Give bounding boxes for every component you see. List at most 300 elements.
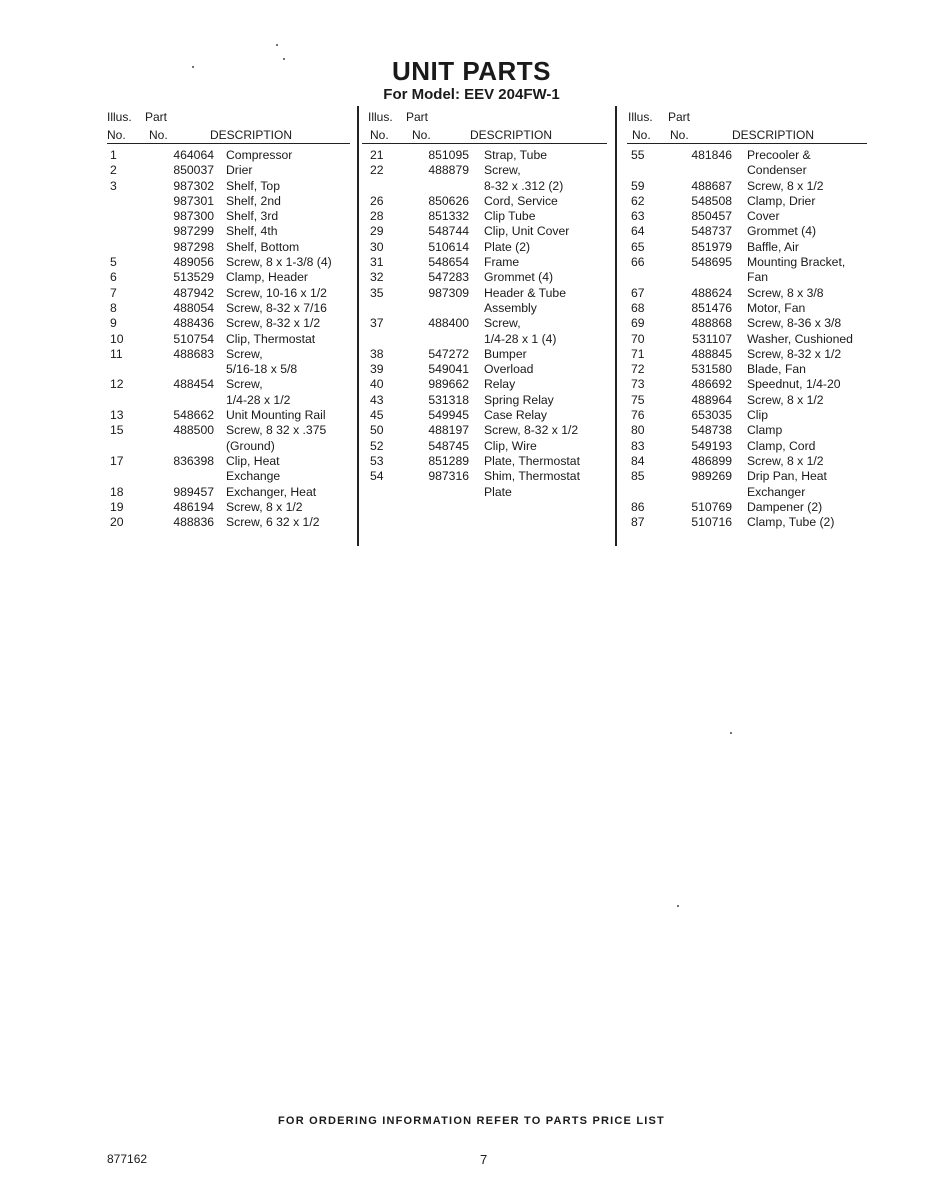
part-number: 548662 <box>173 408 214 423</box>
table-row <box>370 148 610 163</box>
part-number: 987300 <box>173 209 214 224</box>
part-description: Screw, 8 x 1-3/8 (4) <box>226 255 332 270</box>
part-description: Plate <box>484 484 512 499</box>
header-part: Part <box>406 110 429 124</box>
illus-number: 86 <box>631 499 645 514</box>
part-description: 8-32 x .312 (2) <box>484 178 564 193</box>
illus-number: 70 <box>631 331 645 346</box>
table-row <box>631 515 876 530</box>
part-number: 851289 <box>428 453 469 468</box>
part-description: Screw, <box>226 346 263 361</box>
part-description: Clip, Thermostat <box>226 331 316 346</box>
table-row <box>370 347 610 362</box>
illus-number: 10 <box>110 331 124 346</box>
table-row <box>631 362 876 377</box>
part-description: Exchange <box>226 469 281 484</box>
illus-number: 71 <box>631 346 645 361</box>
parts-list-column-3 <box>631 148 876 530</box>
table-row <box>110 347 350 362</box>
table-row <box>110 439 350 454</box>
part-description: Screw, <box>226 377 263 392</box>
part-description: Grommet (4) <box>484 270 554 285</box>
table-row <box>110 377 350 392</box>
part-number: 836398 <box>173 453 214 468</box>
table-row <box>631 148 876 163</box>
part-number: 488436 <box>173 316 214 331</box>
table-row <box>631 423 876 438</box>
table-row <box>370 286 610 301</box>
parts-list-column-1 <box>110 148 350 530</box>
part-description: Screw, 8 x 1/2 <box>226 499 303 514</box>
part-description: 5/16-18 x 5/8 <box>226 362 298 377</box>
part-description: Strap, Tube <box>484 148 548 162</box>
part-description: Fan <box>747 270 769 285</box>
part-number: 989662 <box>428 377 469 392</box>
part-description: Screw, <box>484 163 521 178</box>
part-number: 989269 <box>691 469 732 484</box>
part-number: 531318 <box>428 392 469 407</box>
header-description: DESCRIPTION <box>732 128 815 142</box>
table-row <box>370 439 610 454</box>
part-number: 488964 <box>691 392 732 407</box>
column-divider <box>615 106 617 546</box>
table-row <box>110 485 350 500</box>
part-description: Drier <box>226 163 253 178</box>
table-row <box>110 209 350 224</box>
table-row <box>631 270 876 285</box>
header-part-no: No. <box>670 128 689 142</box>
part-number: 488500 <box>173 423 214 438</box>
illus-number: 64 <box>631 224 645 239</box>
table-row <box>370 270 610 285</box>
part-number: 488868 <box>691 316 732 331</box>
table-row <box>631 224 876 239</box>
column-header <box>628 110 873 144</box>
illus-number: 63 <box>631 209 645 224</box>
table-row <box>110 301 350 316</box>
part-number: 549041 <box>428 362 469 377</box>
table-row <box>370 255 610 270</box>
part-number: 987302 <box>173 178 214 193</box>
table-row <box>370 362 610 377</box>
part-number: 487942 <box>173 285 214 300</box>
part-number: 851332 <box>428 209 469 224</box>
table-row <box>110 179 350 194</box>
part-number: 488624 <box>691 285 732 300</box>
part-description: Screw, 8-32 x 1/2 <box>226 316 321 331</box>
page-title: UNIT PARTS <box>391 56 552 86</box>
header-rule <box>362 143 607 144</box>
table-row <box>370 316 610 331</box>
table-row <box>631 301 876 316</box>
illus-number: 13 <box>110 408 124 423</box>
header-part: Part <box>145 110 168 124</box>
part-description: Clip, Unit Cover <box>484 224 570 239</box>
table-row <box>370 454 610 469</box>
illus-number: 50 <box>370 423 384 438</box>
part-description: Screw, 8 32 x .375 <box>226 423 327 438</box>
part-number: 486692 <box>691 377 732 392</box>
part-number: 987316 <box>428 469 469 484</box>
part-number: 548508 <box>691 193 732 208</box>
illus-number: 18 <box>110 484 124 499</box>
part-number: 531107 <box>692 331 732 346</box>
table-row <box>370 194 610 209</box>
part-description: Clip, Wire <box>484 438 537 453</box>
part-description: Shelf, 2nd <box>226 193 281 208</box>
parts-list-column-2 <box>370 148 610 500</box>
table-row <box>631 485 876 500</box>
illus-number: 31 <box>370 255 384 270</box>
part-description: (Ground) <box>226 438 275 453</box>
header-illus: Illus. <box>107 110 132 124</box>
part-description: Shelf, Bottom <box>226 239 300 254</box>
part-number: 488400 <box>428 316 469 331</box>
illus-number: 73 <box>631 377 645 392</box>
table-row <box>631 255 876 270</box>
part-number: 989457 <box>173 484 214 499</box>
part-description: Clip Tube <box>484 209 536 224</box>
illus-number: 26 <box>370 193 384 208</box>
illus-number: 37 <box>370 316 384 331</box>
part-description: Shim, Thermostat <box>484 469 580 484</box>
table-row <box>631 332 876 347</box>
table-row <box>110 332 350 347</box>
table-row <box>370 224 610 239</box>
illus-number: 84 <box>631 453 645 468</box>
illus-number: 38 <box>370 346 384 361</box>
part-number: 549945 <box>428 408 469 423</box>
table-row <box>631 454 876 469</box>
illus-number: 35 <box>370 285 384 300</box>
illus-number: 29 <box>370 224 384 239</box>
part-description: Exchanger, Heat <box>226 484 317 499</box>
table-row <box>110 393 350 408</box>
column-divider <box>357 106 359 546</box>
header-part-no: No. <box>412 128 431 142</box>
part-description: Screw, 8 x 1/2 <box>747 178 824 193</box>
part-number: 489056 <box>173 255 214 270</box>
part-description: Overload <box>484 362 534 377</box>
table-row <box>110 270 350 285</box>
illus-number: 15 <box>110 423 124 438</box>
illus-number: 20 <box>110 515 124 530</box>
illus-number: 17 <box>110 453 124 468</box>
header-rule <box>627 143 867 144</box>
table-row <box>631 209 876 224</box>
model-subtitle: For Model: EEV 204FW-1 <box>383 86 560 103</box>
table-row <box>110 240 350 255</box>
illus-number: 2 <box>110 163 117 178</box>
speck <box>730 732 732 734</box>
illus-number: 28 <box>370 209 384 224</box>
part-number: 488687 <box>691 178 732 193</box>
part-description: Screw, 8-36 x 3/8 <box>747 316 842 331</box>
illus-number: 6 <box>110 270 117 285</box>
part-description: Clamp <box>747 423 783 438</box>
table-row <box>631 408 876 423</box>
illus-number: 12 <box>110 377 124 392</box>
illus-number: 7 <box>110 285 117 300</box>
table-row <box>110 224 350 239</box>
illus-number: 54 <box>370 469 384 484</box>
illus-number: 21 <box>370 148 384 162</box>
part-description: Exchanger <box>747 484 806 499</box>
speck <box>677 905 679 907</box>
illus-number: 87 <box>631 515 645 530</box>
table-row <box>631 500 876 515</box>
table-row <box>631 316 876 331</box>
part-number: 987298 <box>173 239 214 254</box>
table-row <box>110 408 350 423</box>
table-row <box>370 393 610 408</box>
part-description: Baffle, Air <box>747 239 799 254</box>
part-description: Shelf, 3rd <box>226 209 279 224</box>
illus-number: 76 <box>631 408 645 423</box>
illus-number: 66 <box>631 255 645 270</box>
table-row <box>110 500 350 515</box>
ordering-note: FOR ORDERING INFORMATION REFER TO PARTS PRICE LIST <box>278 1115 665 1127</box>
part-number: 488836 <box>173 515 214 530</box>
part-description: Clamp, Drier <box>747 193 816 208</box>
illus-number: 19 <box>110 499 124 514</box>
illus-number: 83 <box>631 438 645 453</box>
part-description: Clamp, Header <box>226 270 308 285</box>
part-number: 486194 <box>173 499 214 514</box>
part-description: Cord, Service <box>484 193 558 208</box>
table-row <box>110 148 350 163</box>
illus-number: 11 <box>110 346 123 361</box>
part-number: 850457 <box>691 209 732 224</box>
table-row <box>110 163 350 178</box>
part-number: 510614 <box>428 239 469 254</box>
part-description: Screw, 8-32 x 7/16 <box>226 300 327 315</box>
part-description: Shelf, 4th <box>226 224 278 239</box>
header-description: DESCRIPTION <box>210 128 293 142</box>
illus-number: 5 <box>110 255 117 270</box>
header-description: DESCRIPTION <box>470 128 553 142</box>
illus-number: 59 <box>631 178 645 193</box>
part-description: Frame <box>484 255 520 270</box>
table-row <box>110 255 350 270</box>
page-number: 7 <box>480 1152 488 1167</box>
illus-number: 65 <box>631 239 645 254</box>
table-row <box>631 163 876 178</box>
illus-number: 43 <box>370 392 384 407</box>
part-description: Unit Mounting Rail <box>226 408 326 423</box>
illus-number: 45 <box>370 408 384 423</box>
part-description: Header & Tube <box>484 285 566 300</box>
table-row <box>370 301 610 316</box>
part-number: 510716 <box>691 515 732 530</box>
header-illus: Illus. <box>368 110 393 124</box>
part-description: Mounting Bracket, <box>747 255 846 270</box>
part-description: Assembly <box>484 300 537 315</box>
column-header <box>107 110 357 144</box>
part-description: Grommet (4) <box>747 224 817 239</box>
part-description: Clip, Heat <box>226 453 280 468</box>
table-row <box>110 194 350 209</box>
part-number: 510754 <box>173 331 214 346</box>
part-number: 486899 <box>691 453 732 468</box>
illus-number: 8 <box>110 300 117 315</box>
part-number: 548737 <box>691 224 732 239</box>
part-description: Plate, Thermostat <box>484 453 580 468</box>
part-description: Screw, 8-32 x 1/2 <box>484 423 579 438</box>
table-row <box>370 485 610 500</box>
illus-number: 39 <box>370 362 384 377</box>
table-row <box>110 423 350 438</box>
table-row <box>110 454 350 469</box>
part-number: 488879 <box>428 163 469 178</box>
part-description: Screw, 8-32 x 1/2 <box>747 346 842 361</box>
part-number: 464064 <box>173 148 214 162</box>
part-description: Screw, 10-16 x 1/2 <box>226 285 327 300</box>
part-description: Washer, Cushioned <box>747 331 853 346</box>
part-description: Motor, Fan <box>747 300 806 315</box>
part-description: Clamp, Cord <box>747 438 816 453</box>
part-number: 488454 <box>173 377 214 392</box>
table-row <box>110 469 350 484</box>
table-row <box>370 377 610 392</box>
illus-number: 3 <box>110 178 117 193</box>
table-row <box>110 286 350 301</box>
part-description: Screw, 8 x 3/8 <box>747 285 824 300</box>
table-row <box>370 240 610 255</box>
part-description: Speednut, 1/4-20 <box>747 377 841 392</box>
part-number: 653035 <box>691 408 732 423</box>
illus-number: 40 <box>370 377 384 392</box>
part-number: 549193 <box>691 438 732 453</box>
table-row <box>631 240 876 255</box>
part-description: 1/4-28 x 1 (4) <box>484 331 557 346</box>
part-description: Compressor <box>226 148 293 162</box>
part-number: 548744 <box>428 224 469 239</box>
part-description: Drip Pan, Heat <box>747 469 827 484</box>
part-number: 851979 <box>691 239 732 254</box>
part-description: Precooler & <box>747 148 811 162</box>
part-number: 488683 <box>173 346 214 361</box>
part-number: 851476 <box>691 300 732 315</box>
part-description: Screw, 8 x 1/2 <box>747 453 824 468</box>
table-row <box>110 515 350 530</box>
table-row <box>631 393 876 408</box>
table-row <box>631 286 876 301</box>
illus-number: 85 <box>631 469 645 484</box>
table-row <box>370 469 610 484</box>
part-description: Plate (2) <box>484 239 531 254</box>
header-illus: Illus. <box>628 110 653 124</box>
part-number: 851095 <box>428 148 469 162</box>
part-description: Case Relay <box>484 408 547 423</box>
part-description: Bumper <box>484 346 527 361</box>
part-number: 547283 <box>428 270 469 285</box>
table-row <box>631 179 876 194</box>
illus-number: 30 <box>370 239 384 254</box>
table-row <box>631 439 876 454</box>
table-row <box>110 362 350 377</box>
illus-number: 1 <box>110 148 117 162</box>
part-number: 547272 <box>428 346 469 361</box>
illus-number: 67 <box>631 285 645 300</box>
part-description: Spring Relay <box>484 392 554 407</box>
part-description: Screw, 6 32 x 1/2 <box>226 515 320 530</box>
header-part-no: No. <box>149 128 168 142</box>
column-header <box>370 110 610 144</box>
part-number: 850037 <box>173 163 214 178</box>
table-row <box>370 408 610 423</box>
part-number: 531580 <box>691 362 732 377</box>
table-row <box>631 347 876 362</box>
part-number: 548745 <box>428 438 469 453</box>
part-number: 548654 <box>428 255 469 270</box>
header-illus-no: No. <box>370 128 389 142</box>
illus-number: 72 <box>631 362 645 377</box>
part-description: 1/4-28 x 1/2 <box>226 392 291 407</box>
part-number: 488845 <box>691 346 732 361</box>
table-row <box>631 377 876 392</box>
illus-number: 32 <box>370 270 384 285</box>
table-row <box>370 423 610 438</box>
part-description: Screw, <box>484 316 521 331</box>
part-description: Relay <box>484 377 516 392</box>
illus-number: 80 <box>631 423 645 438</box>
part-number: 548738 <box>691 423 732 438</box>
part-description: Condenser <box>747 163 807 178</box>
illus-number: 53 <box>370 453 384 468</box>
table-row <box>370 163 610 178</box>
part-description: Screw, 8 x 1/2 <box>747 392 824 407</box>
speck <box>276 44 278 46</box>
illus-number: 9 <box>110 316 117 331</box>
part-number: 510769 <box>691 499 732 514</box>
part-number: 987301 <box>173 193 214 208</box>
illus-number: 22 <box>370 163 384 178</box>
illus-number: 75 <box>631 392 645 407</box>
table-row <box>370 179 610 194</box>
illus-number: 69 <box>631 316 645 331</box>
illus-number: 55 <box>631 148 645 162</box>
part-number: 987299 <box>173 224 214 239</box>
illus-number: 52 <box>370 438 384 453</box>
part-description: Shelf, Top <box>226 178 280 193</box>
part-number: 481846 <box>691 148 732 162</box>
part-number: 488197 <box>428 423 469 438</box>
part-description: Clamp, Tube (2) <box>747 515 835 530</box>
table-row <box>631 469 876 484</box>
part-number: 513529 <box>173 270 214 285</box>
part-number: 488054 <box>173 300 214 315</box>
part-description: Clip <box>747 408 768 423</box>
part-number: 850626 <box>428 193 469 208</box>
part-description: Dampener (2) <box>747 499 823 514</box>
table-row <box>631 194 876 209</box>
document-number: 877162 <box>107 1152 148 1166</box>
header-rule <box>107 143 350 144</box>
table-row <box>370 209 610 224</box>
part-number: 548695 <box>691 255 732 270</box>
part-description: Blade, Fan <box>747 362 806 377</box>
header-illus-no: No. <box>632 128 651 142</box>
header-illus-no: No. <box>107 128 126 142</box>
part-number: 987309 <box>428 285 469 300</box>
illus-number: 68 <box>631 300 645 315</box>
illus-number: 62 <box>631 193 645 208</box>
header-part: Part <box>668 110 691 124</box>
table-row <box>110 316 350 331</box>
part-description: Cover <box>747 209 780 224</box>
table-row <box>370 332 610 347</box>
